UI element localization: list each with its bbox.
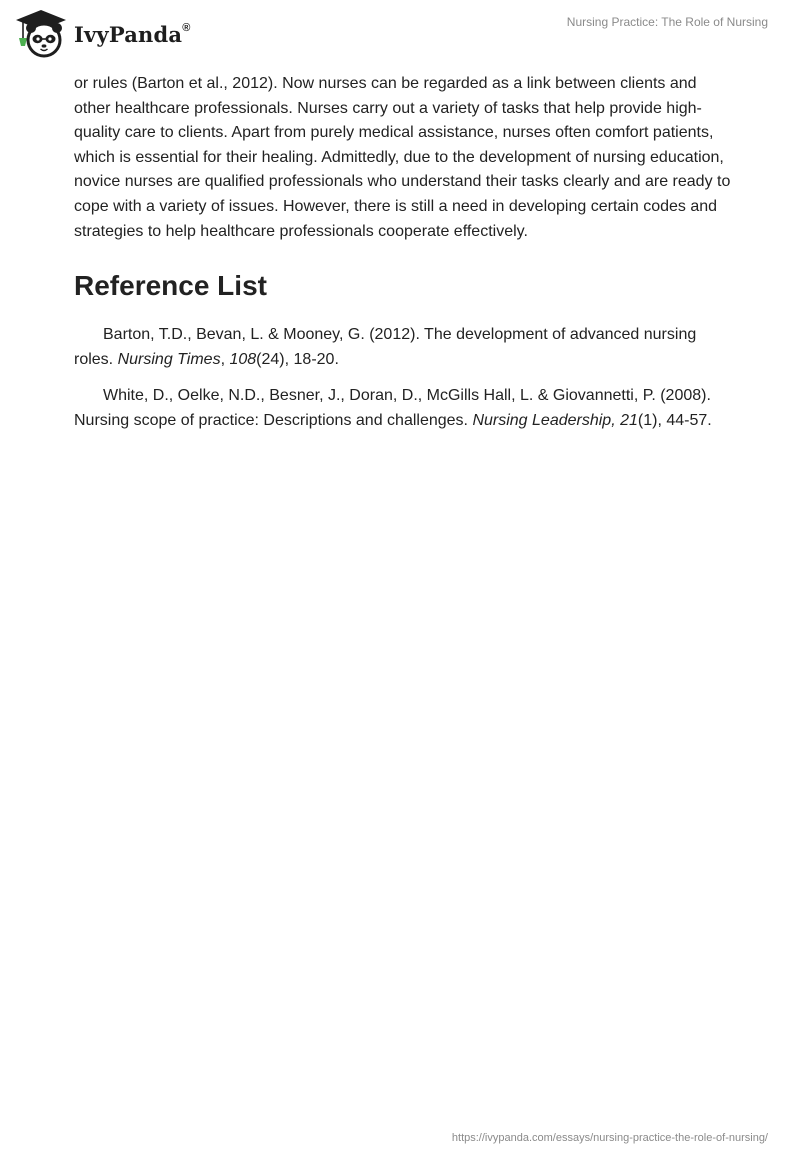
registered-mark: ® xyxy=(182,21,191,34)
brand-name xyxy=(74,22,191,47)
reference-citation: Barton, T.D., Bevan, L. & Mooney, G. (2012). The development of advanced nursing roles. xyxy=(74,326,697,368)
body-paragraph: or rules (Barton et al., 2012). Now nurses can be regarded as a link between clients and other healthcare professionals. Nurses carry out a variety of tasks that help provide high-quality care to clients. Apart from purely medical assistance, nurses often comfort patients, which is essential for their healing. Admittedly, due to the development of nursing education, novice nurses are qualified professionals who understand their tasks clearly and are ready to cope with a variety of issues. However, there is still a need in developing certain codes and strategies to help healthcare professionals cooperate effectively. xyxy=(74,75,731,240)
brand-text: IvyPanda xyxy=(74,21,183,47)
reference-list xyxy=(74,323,734,433)
ivypanda-logo[interactable] xyxy=(14,8,191,58)
reference-volume: 108 xyxy=(229,350,257,368)
document-title: Nursing Practice: The Role of Nursing xyxy=(566,15,768,29)
document-content xyxy=(74,72,734,446)
reference-item xyxy=(74,384,734,433)
page-header xyxy=(0,0,800,70)
reference-issue-pages: (1), 44-57. xyxy=(637,411,712,429)
source-url-link[interactable]: https://ivypanda.com/essays/nursing-practice-the-role-of-nursing/ xyxy=(451,1132,768,1144)
reference-volume: 21 xyxy=(620,411,638,429)
reference-citation: White, D., Oelke, N.D., Besner, J., Doran, D., McGills Hall, L. & Giovannetti, P. (2008). Nursing scope of practice: Descriptions and challenges. xyxy=(74,387,711,429)
reference-item xyxy=(74,323,734,372)
panda-graduate-logo-icon xyxy=(14,8,68,58)
reference-journal: Nursing Leadership, xyxy=(472,411,616,429)
reference-issue-pages: (24), 18-20. xyxy=(256,350,339,368)
reference-journal: Nursing Times xyxy=(117,350,221,368)
reference-list-heading: Reference List xyxy=(74,270,267,302)
reference-separator: , xyxy=(220,350,230,368)
